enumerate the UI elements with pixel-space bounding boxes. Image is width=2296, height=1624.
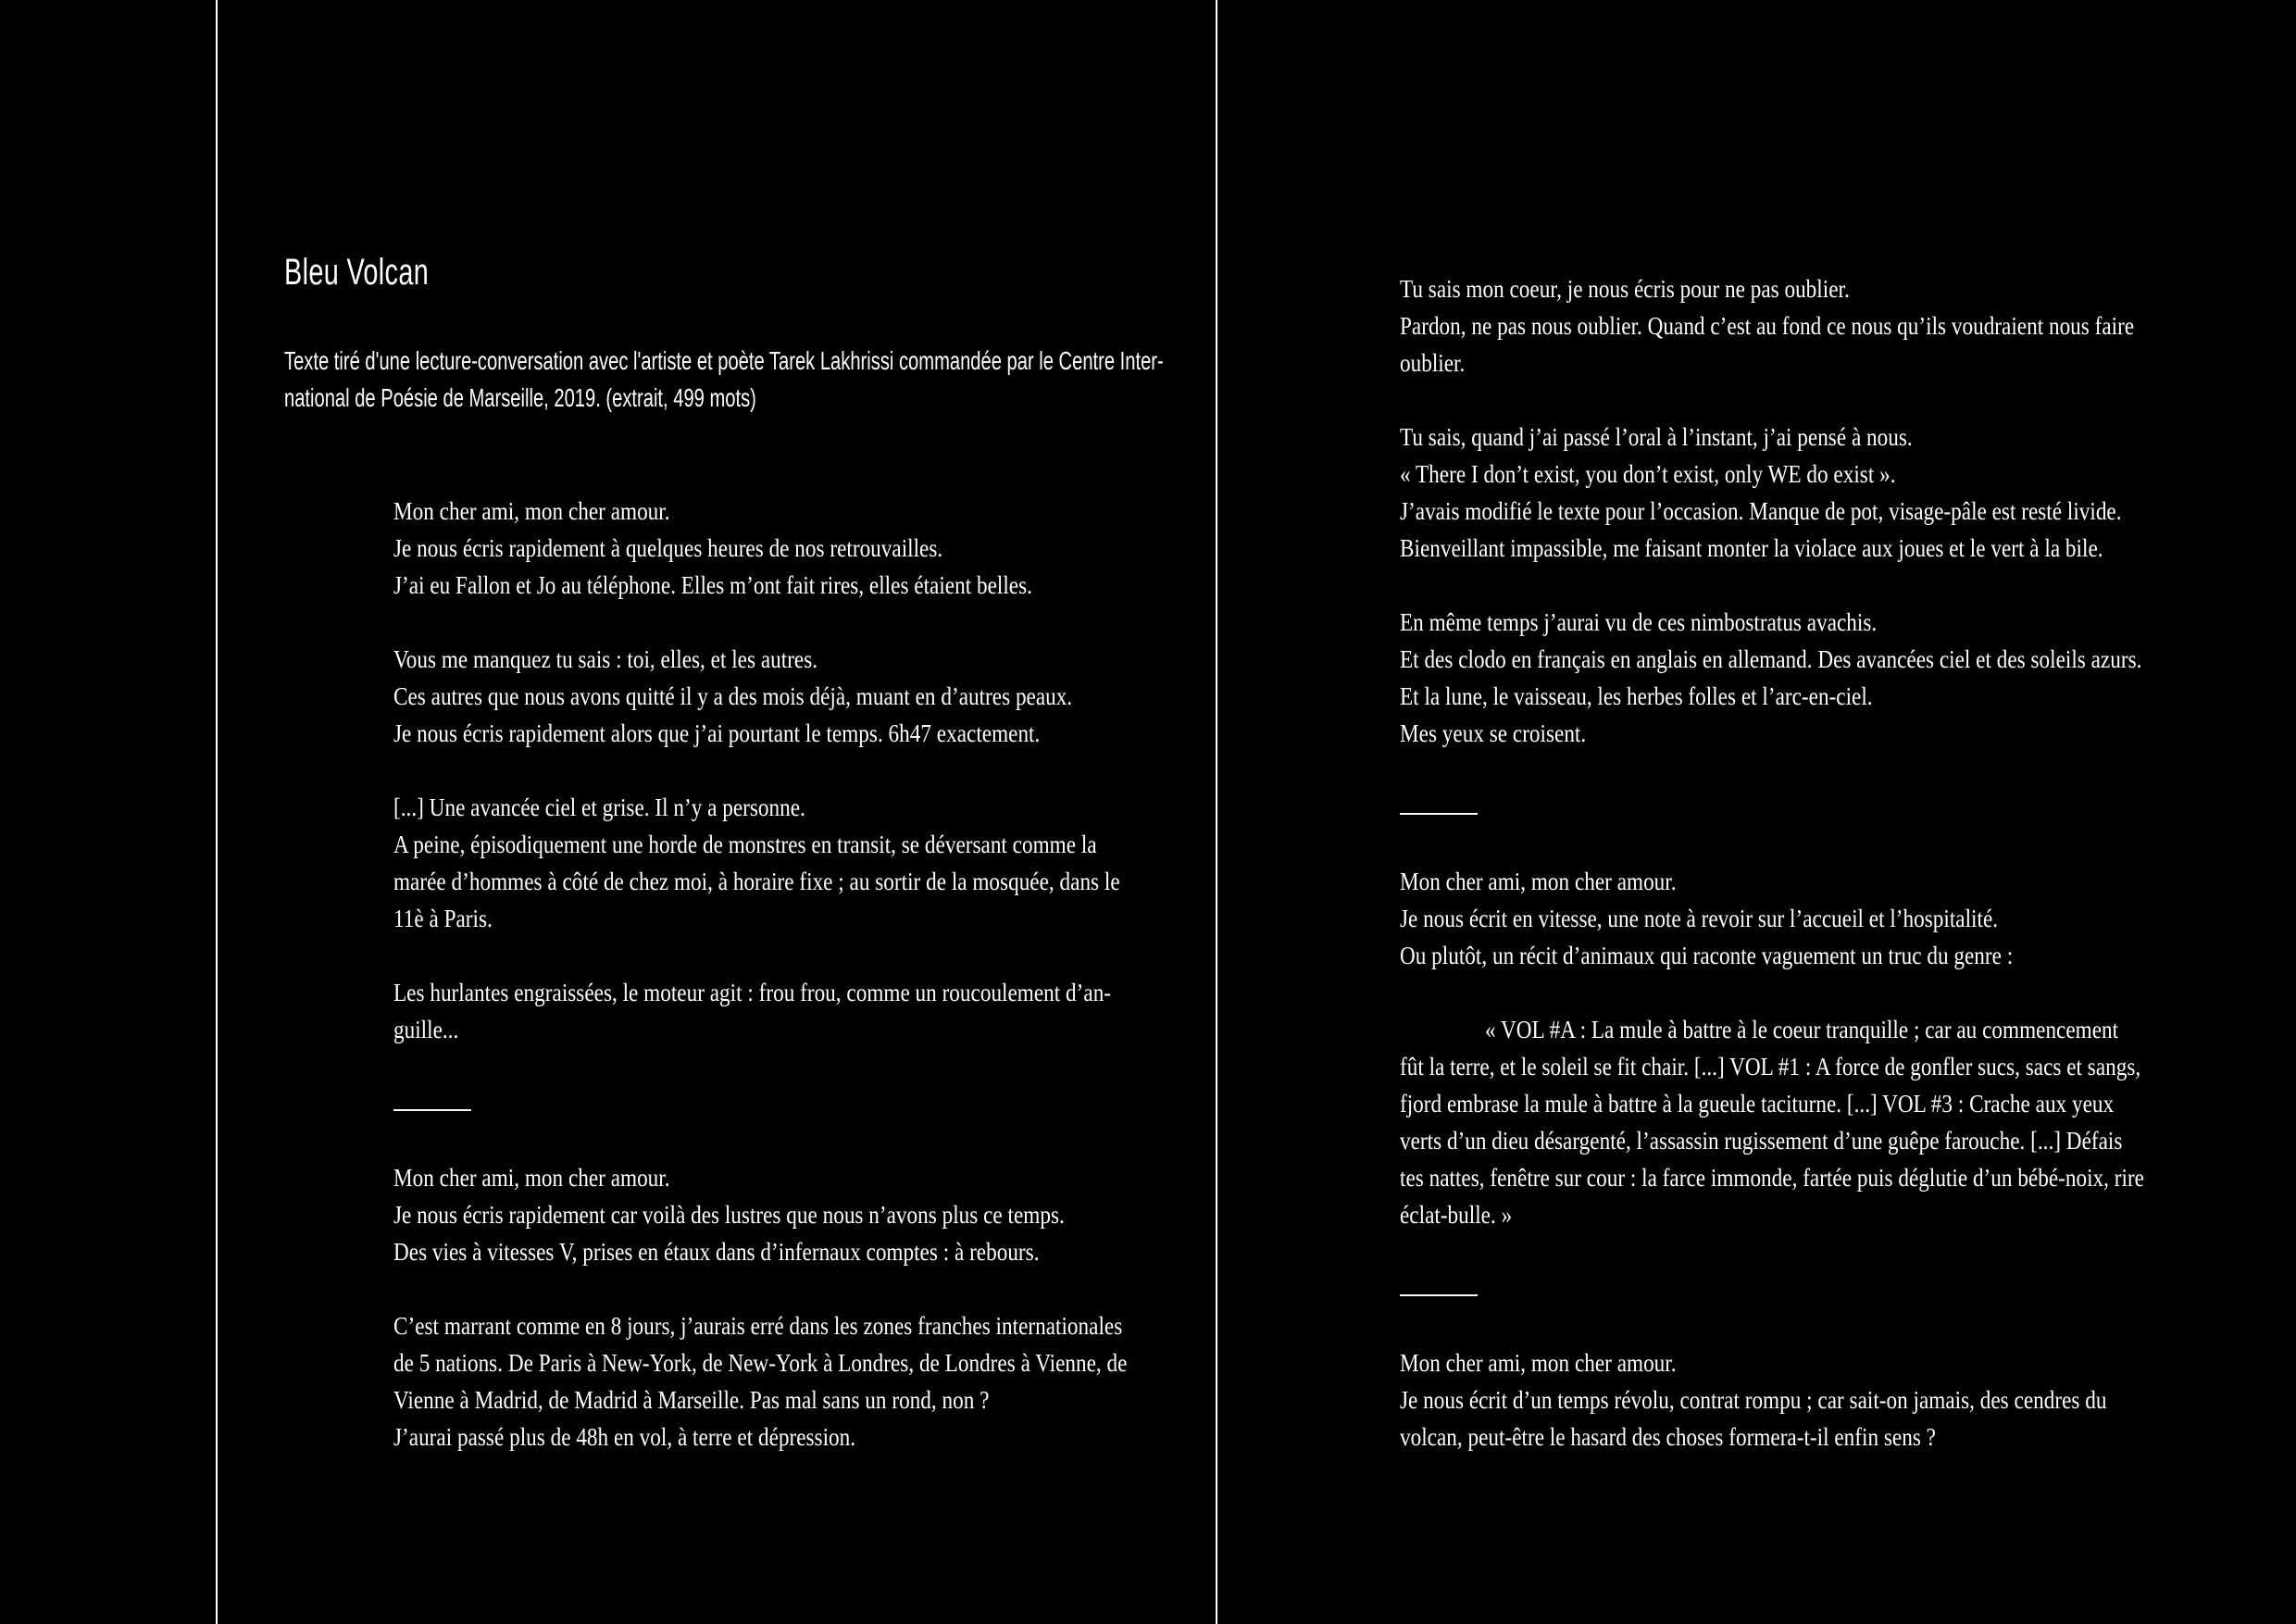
text-line: J’ai eu Fallon et Jo au téléphone. Elles m’ont fait rires, elles étaient belles. [393, 571, 1032, 599]
text-line: de 5 nations. De Paris à New-York, de New-York à Londres, de Londres à Vienne, de [393, 1349, 1128, 1377]
text-line: marée d’hommes à côté de chez moi, à horaire fixe ; au sortir de la mosquée, dans le [393, 868, 1120, 895]
text-line: Et des clodo en français en anglais en allemand. Des avancées ciel et des soleils azurs. [1400, 645, 2142, 673]
quote-line: verts d’un dieu désargenté, l’assassin rugissement d’une guêpe farouche. [...] Défais [1400, 1127, 2123, 1155]
text-line: [...] Une avancée ciel et grise. Il n’y a personne. [393, 793, 805, 821]
text-line: Pardon, ne pas nous oublier. Quand c’est au fond ce nous qu’ils voudraient nous faire [1400, 312, 2135, 340]
text-line: Vienne à Madrid, de Madrid à Marseille. Pas mal sans un rond, non ? [393, 1386, 990, 1414]
subtitle [284, 343, 1164, 417]
text-line: A peine, épisodiquement une horde de monstres en transit, se déversant comme la [393, 831, 1097, 858]
blank-line [393, 604, 1145, 641]
text-line: Je nous écrit en vitesse, une note à revoir sur l’accueil et l’hospitalité. [1400, 905, 1999, 932]
subtitle-line: national de Poésie de Marseille, 2019. (extrait, 499 mots) [284, 383, 756, 412]
text-line: « There I don’t exist, you don’t exist, only WE do exist ». [1400, 460, 1896, 488]
blank-line [393, 937, 1145, 974]
text-line: Ou plutôt, un récit d’animaux qui raconte vaguement un truc du genre : [1400, 942, 2014, 969]
text-line: Je nous écris rapidement à quelques heures de nos retrouvailles. [393, 534, 943, 562]
quote-line: éclat-bulle. » [1400, 1201, 1513, 1229]
quote-line: fjord embrase la mule à battre à la gueule taciturne. [...] VOL #3 : Crache aux yeux [1400, 1090, 2115, 1118]
blank-line [393, 752, 1145, 789]
text-line: Mon cher ami, mon cher amour. [1400, 1349, 1677, 1377]
text-line: Je nous écrit d’un temps révolu, contrat rompu ; car sait-on jamais, des cendres du [1400, 1386, 2107, 1414]
blank-line [1400, 1307, 2154, 1344]
text-line: Mes yeux se croisent. [1400, 719, 1587, 747]
text-line: Tu sais, quand j’ai passé l’oral à l’instant, j’ai pensé à nous. [1400, 423, 1913, 451]
section-separator [1400, 789, 2154, 826]
text-line: 11è à Paris. [393, 905, 493, 932]
text-line: Vous me manquez tu sais : toi, elles, et les autres. [393, 645, 818, 673]
blank-line [1400, 381, 2154, 418]
text-line: En même temps j’aurai vu de ces nimbostratus avachis. [1400, 608, 1878, 636]
page-title: Bleu Volcan [284, 252, 430, 293]
subtitle-line: Texte tiré d'une lecture-conversation avec l'artiste et poète Tarek Lakhrissi commandée par le Centre Inter- [284, 346, 1164, 375]
left-body-text [393, 493, 1145, 1455]
blank-line [1400, 826, 2154, 863]
text-line: J’aurai passé plus de 48h en vol, à terre et dépression. [393, 1423, 856, 1451]
text-line: Je nous écris rapidement alors que j’ai pourtant le temps. 6h47 exactement. [393, 719, 1041, 747]
text-line: Les hurlantes engraissées, le moteur agit : frou frou, comme un roucoulement d’an- [393, 979, 1112, 1006]
text-line: Mon cher ami, mon cher amour. [393, 497, 670, 525]
blank-line [393, 1048, 1145, 1085]
page-divider-rule [1216, 0, 1217, 1624]
blank-line [393, 1122, 1145, 1159]
quote-line: tes nattes, fenêtre sur cour : la farce immonde, fartée puis déglutie d’un bébé-noix, rire [1400, 1164, 2144, 1192]
text-line: Et la lune, le vaisseau, les herbes folles et l’arc-en-ciel. [1400, 682, 1873, 710]
text-line: Mon cher ami, mon cher amour. [393, 1164, 670, 1192]
text-line: J’avais modifié le texte pour l’occasion. Manque de pot, visage-pâle est resté livide. [1400, 497, 2122, 525]
text-line: volcan, peut-être le hasard des choses formera-t-il enfin sens ? [1400, 1423, 1936, 1451]
text-line: Mon cher ami, mon cher amour. [1400, 868, 1677, 895]
section-separator [1400, 1270, 2154, 1307]
text-line: oublier. [1400, 349, 1466, 377]
quote-line: « VOL #A : La mule à battre à le coeur tranquille ; car au commencement [1485, 1016, 2119, 1043]
blank-line [1400, 1233, 2154, 1270]
text-line: Ces autres que nous avons quitté il y a des mois déjà, muant en d’autres peaux. [393, 682, 1073, 710]
left-margin-rule [216, 0, 218, 1624]
quote-line: fût la terre, et le soleil se fit chair. [...] VOL #1 : A force de gonfler sucs, sacs et sangs, [1400, 1053, 2141, 1081]
text-line: guille... [393, 1016, 459, 1043]
blank-line [1400, 567, 2154, 604]
text-line: C’est marrant comme en 8 jours, j’aurais erré dans les zones franches internationales [393, 1312, 1123, 1340]
text-line: Bienveillant impassible, me faisant monter la violace aux joues et le vert à la bile. [1400, 534, 2103, 562]
blank-line [1400, 974, 2154, 1011]
text-line: Je nous écris rapidement car voilà des lustres que nous n’avons plus ce temps. [393, 1201, 1065, 1229]
right-body-text [1400, 270, 2154, 1455]
text-line: Tu sais mon coeur, je nous écris pour ne pas oublier. [1400, 275, 1850, 303]
section-separator [393, 1085, 1145, 1122]
text-line: Des vies à vitesses V, prises en étaux dans d’infernaux comptes : à rebours. [393, 1238, 1040, 1266]
blank-line [393, 1270, 1145, 1307]
blank-line [1400, 752, 2154, 789]
